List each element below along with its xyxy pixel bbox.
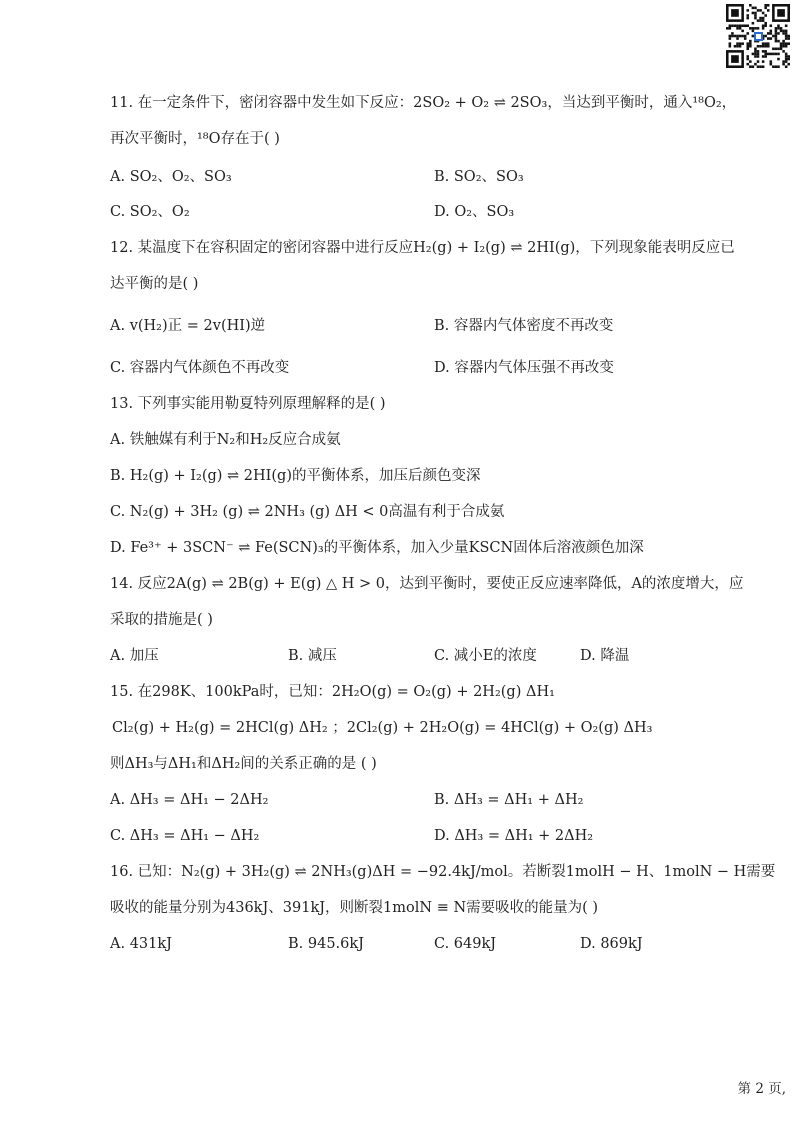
q13-option-b[interactable]: B. H₂(g) + I₂(g) ⇌ 2HI(g)的平衡体系，加压后颜色变深 bbox=[110, 468, 481, 484]
q13-stem-line-1: 13. 下列事实能用勒夏特列原理解释的是( ) bbox=[110, 396, 386, 412]
q11-option-a[interactable]: A. SO₂、O₂、SO₃ bbox=[110, 169, 232, 185]
q15-stem-line-2: Cl₂(g) + H₂(g) = 2HCl(g) ΔH₂ ；2Cl₂(g) + 2H₂O(g) = 4HCl(g) + O₂(g) ΔH₃ bbox=[112, 720, 653, 736]
q15-option-d[interactable]: D. ΔH₃ = ΔH₁ + 2ΔH₂ bbox=[434, 828, 594, 844]
q14-stem-line-2: 采取的措施是( ) bbox=[110, 612, 213, 628]
q16-stem-line-2: 吸收的能量分别为436kJ、391kJ，则断裂1molN ≡ N需要吸收的能量为( ) bbox=[110, 900, 599, 916]
page-number: 第 2 页, bbox=[737, 1081, 786, 1097]
q11-option-b[interactable]: B. SO₂、SO₃ bbox=[434, 169, 524, 185]
q13-option-d[interactable]: D. Fe³⁺ + 3SCN⁻ ⇌ Fe(SCN)₃的平衡体系，加入少量KSCN固体后溶液颜色加深 bbox=[110, 540, 644, 556]
q11-option-d[interactable]: D. O₂、SO₃ bbox=[434, 204, 515, 220]
q16-option-b[interactable]: B. 945.6kJ bbox=[288, 936, 364, 952]
q15-stem-line-1: 15. 在298K、100kPa时，已知：2H₂O(g) = O₂(g) + 2H₂(g) ΔH₁ bbox=[110, 684, 555, 700]
q14-option-d[interactable]: D. 降温 bbox=[580, 648, 630, 664]
q11-option-c[interactable]: C. SO₂、O₂ bbox=[110, 204, 190, 220]
q15-option-c[interactable]: C. ΔH₃ = ΔH₁ − ΔH₂ bbox=[110, 828, 260, 844]
q12-stem-line-2: 达平衡的是( ) bbox=[110, 276, 199, 292]
q11-stem-line-1: 11. 在一定条件下，密闭容器中发生如下反应：2SO₂ + O₂ ⇌ 2SO₃，当达到平衡时，通入¹⁸O₂， bbox=[110, 95, 737, 111]
q15-option-a[interactable]: A. ΔH₃ = ΔH₁ − 2ΔH₂ bbox=[110, 792, 269, 808]
q16-option-d[interactable]: D. 869kJ bbox=[580, 936, 643, 952]
q13-option-a[interactable]: A. 铁触媒有利于N₂和H₂反应合成氨 bbox=[110, 432, 341, 448]
q13-option-c[interactable]: C. N₂(g) + 3H₂ (g) ⇌ 2NH₃ (g) ΔH < 0高温有利于合成氨 bbox=[110, 504, 505, 520]
q16-option-c[interactable]: C. 649kJ bbox=[434, 936, 497, 952]
q11-stem-line-2: 再次平衡时，¹⁸O存在于( ) bbox=[110, 131, 280, 147]
q14-option-c[interactable]: C. 减小E的浓度 bbox=[434, 648, 537, 664]
q14-option-b[interactable]: B. 减压 bbox=[288, 648, 337, 664]
q16-option-a[interactable]: A. 431kJ bbox=[110, 936, 172, 952]
q14-stem-line-1: 14. 反应2A(g) ⇌ 2B(g) + E(g) △ H > 0，达到平衡时，要使正反应速率降低，A的浓度增大，应 bbox=[110, 576, 744, 592]
q12-option-a[interactable]: A. v(H₂)正 = 2v(HI)逆 bbox=[110, 318, 266, 334]
q12-option-d[interactable]: D. 容器内气体压强不再改变 bbox=[434, 360, 614, 376]
q12-option-b[interactable]: B. 容器内气体密度不再改变 bbox=[434, 318, 614, 334]
q16-stem-line-1: 16. 已知：N₂(g) + 3H₂(g) ⇌ 2NH₃(g)ΔH = −92.4kJ/mol。若断裂1molH − H、1molN − H需要 bbox=[110, 864, 776, 880]
q14-option-a[interactable]: A. 加压 bbox=[110, 648, 159, 664]
q12-option-c[interactable]: C. 容器内气体颜色不再改变 bbox=[110, 360, 290, 376]
q15-stem-line-3: 则ΔH₃与ΔH₁和ΔH₂间的关系正确的是 ( ) bbox=[110, 756, 377, 772]
qr-code bbox=[726, 4, 790, 68]
q15-option-b[interactable]: B. ΔH₃ = ΔH₁ + ΔH₂ bbox=[434, 792, 584, 808]
q12-stem-line-1: 12. 某温度下在容积固定的密闭容器中进行反应H₂(g) + I₂(g) ⇌ 2HI(g)，下列现象能表明反应已 bbox=[110, 240, 735, 256]
qr-code-graphic bbox=[726, 4, 790, 68]
